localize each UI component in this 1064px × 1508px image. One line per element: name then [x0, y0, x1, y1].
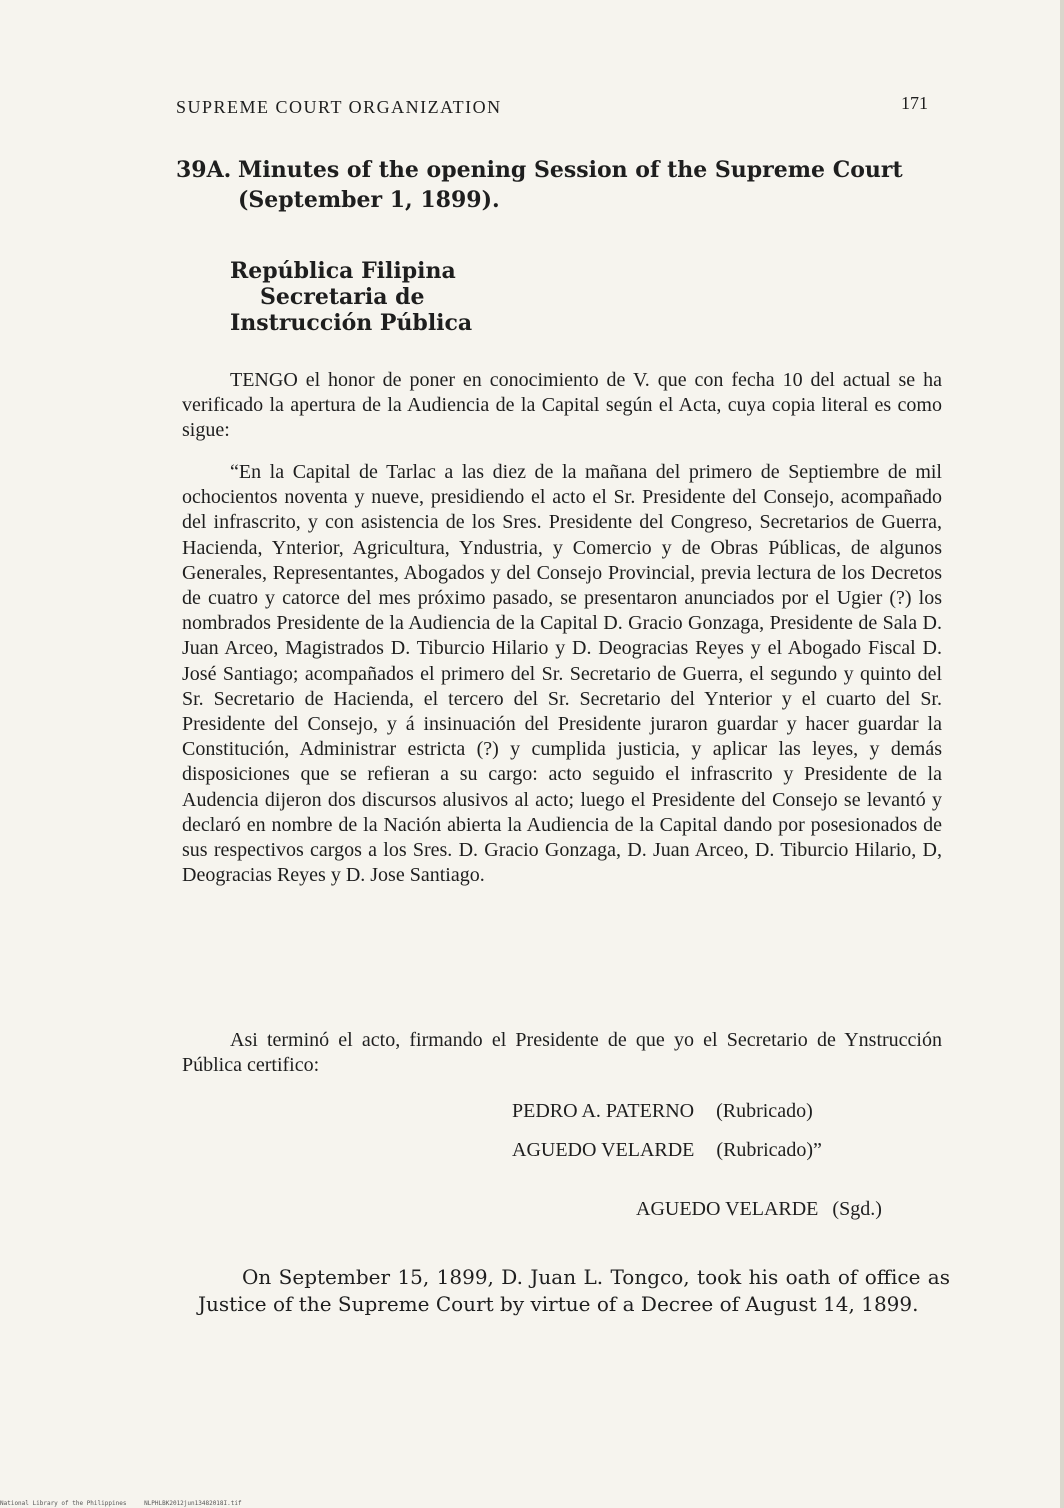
running-head-title: SUPREME COURT ORGANIZATION [176, 97, 502, 117]
closing-formula-block [182, 1028, 942, 1078]
section-title-line2: (September 1, 1899). [238, 187, 500, 213]
scan-edge [1060, 0, 1064, 1508]
signature-note: (Rubricado) [716, 1100, 813, 1122]
section-number: 39A. [176, 157, 232, 183]
signature-paterno [512, 1100, 813, 1123]
signature-velarde [512, 1139, 822, 1162]
letterhead-line2: Secretaria de [260, 284, 425, 310]
intro-paragraph: TENGO el honor de poner en conocimiento de V. que con fecha 10 del actual se ha verificado la apertura de la Audiencia de la Capital según el Acta, cuya copia literal es como sigue: [182, 369, 942, 442]
section-title-line1: Minutes of the opening Session of the Supreme Court [238, 157, 903, 183]
page-number: 171 [901, 93, 928, 113]
section-title [176, 155, 966, 215]
scan-footer [0, 1500, 1064, 1508]
signature-name: AGUEDO VELARDE [512, 1139, 695, 1161]
letterhead [230, 258, 472, 336]
closing-note-block [198, 1264, 950, 1318]
minutes-paragraph-block [182, 460, 942, 888]
letterhead-line3: Instrucción Pública [230, 310, 473, 336]
signature-name: AGUEDO VELARDE [636, 1198, 819, 1220]
running-head [176, 93, 936, 118]
closing-note: On September 15, 1899, D. Juan L. Tongco, took his oath of office as Justice of the Supreme Court by virtue of a Decree of August 14, 1899. [198, 1265, 950, 1316]
footer-library: National Library of the Philippines [0, 1500, 127, 1507]
footer-code: NLPHLBK2012jun13482018I.tif [144, 1500, 242, 1507]
signature-note: (Sgd.) [832, 1198, 882, 1220]
signature-name: PEDRO A. PATERNO [512, 1100, 695, 1122]
intro-paragraph-block [182, 368, 942, 444]
minutes-paragraph: “En la Capital de Tarlac a las diez de la mañana del primero de Septiembre de mil ochocientos noventa y nueve, presidiendo el acto el Sr. Presidente del Consejo, acompañado del infrascrito, y con asistencia de los Sres. Presidente del Congreso, Secretarios de Guerra, Hacienda, Ynterior, Agricultura, Yndustria, y Comercio y de Obras Públicas, de algunos Generales, Representantes, Abogados y del Consejo Provincial, previa lectura de los Decretos de cuatro y catorce del mes próximo pasado, se presentaron anunciados por el Ugier (?) los nombrados Presidente de la Audiencia de la Capital D. Gracio Gonzaga, Presidente de Sala D. Juan Arceo, Magistrados D. Tiburcio Hilario y D. Deogracias Reyes y el Abogado Fiscal D. José Santiago; acompañados el primero del Sr. Secretario de Guerra, el segundo y quinto del Sr. Secretario de Hacienda, el tercero del Sr. Secretario del Ynterior y el cuarto del Sr. Presidente del Consejo, y á insinuación del Presidente juraron guardar y hacer guardar la Constitución, Administrar estricta (?) y cumplida justicia, y aplicar las leyes, y demás disposiciones que se refieran a su cargo: acto seguido el infrascrito y Presidente de la Audencia dijeron dos discursos alusivos al acto; luego el Presidente del Consejo se levantó y declaró en nombre de la Nación abierta la Audiencia de la Capital dando por posesionados de sus respectivos cargos a los Sres. D. Gracio Gonzaga, D. Juan Arceo, D. Tiburcio Hilario, D, Deogracias Reyes y D. Jose Santiago. [182, 461, 942, 887]
letterhead-line1: República Filipina [230, 258, 456, 284]
signature-velarde-sgd [636, 1198, 882, 1221]
signature-note: (Rubricado)” [716, 1139, 822, 1161]
closing-formula-paragraph: Asi terminó el acto, firmando el Presidente de que yo el Secretario de Ynstrucción Pública certifico: [182, 1029, 942, 1077]
